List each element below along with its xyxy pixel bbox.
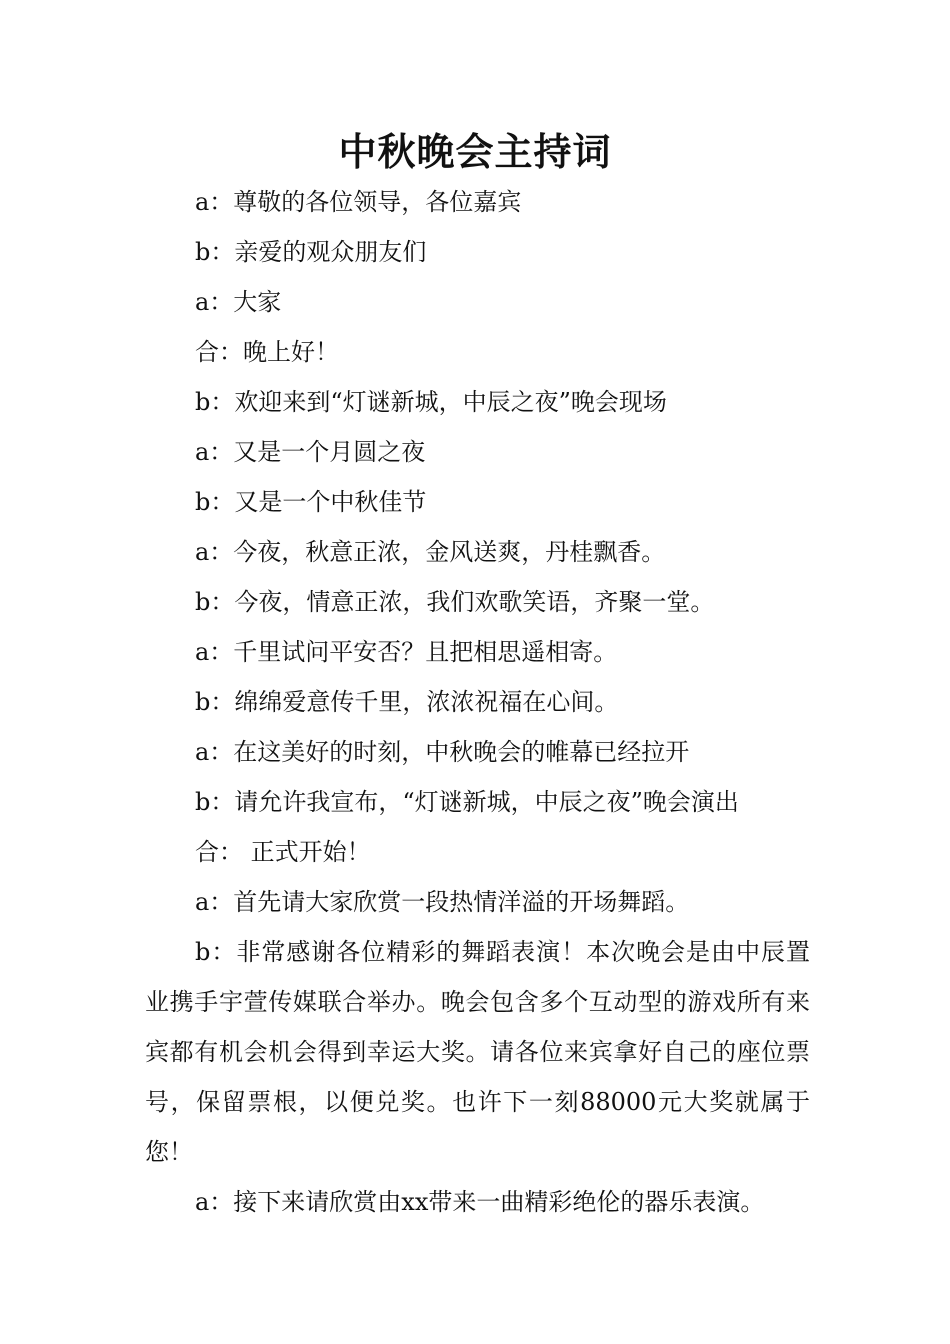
paragraph: a：在这美好的时刻，中秋晚会的帷幕已经拉开 xyxy=(195,738,690,766)
paragraph: b：请允许我宣布，“灯谜新城，中辰之夜”晚会演出 xyxy=(195,788,739,816)
paragraph: a：今夜，秋意正浓，金风送爽，丹桂飘香。 xyxy=(195,538,666,566)
document-body xyxy=(145,177,810,1227)
paragraph: b：绵绵爱意传千里，浓浓祝福在心间。 xyxy=(195,688,619,716)
paragraph: b：欢迎来到“灯谜新城，中辰之夜”晚会现场 xyxy=(195,388,667,416)
paragraph: 合： 正式开始！ xyxy=(195,838,371,866)
paragraph: a：首先请大家欣赏一段热情洋溢的开场舞蹈。 xyxy=(195,888,690,916)
paragraph: b：又是一个中秋佳节 xyxy=(195,488,427,516)
paragraph: a：大家 xyxy=(195,288,282,316)
paragraph: a：接下来请欣赏由xx带来一曲精彩绝伦的器乐表演。 xyxy=(195,1188,765,1216)
document-title: 中秋晚会主持词 xyxy=(338,129,612,174)
paragraph: b：亲爱的观众朋友们 xyxy=(195,238,427,266)
paragraph: a：千里试问平安否？且把相思遥相寄。 xyxy=(195,638,618,666)
paragraph: b：今夜，情意正浓，我们欢歌笑语，齐聚一堂。 xyxy=(195,588,715,616)
paragraph: 合：晚上好！ xyxy=(195,338,339,366)
paragraph: a：又是一个月圆之夜 xyxy=(195,438,426,466)
paragraph: a：尊敬的各位领导，各位嘉宾 xyxy=(195,188,522,216)
paragraph: b：非常感谢各位精彩的舞蹈表演！本次晚会是由中辰置业携手宇萱传媒联合举办。晚会包含多个互动型的游戏所有来宾都有机会机会得到幸运大奖。请各位来宾拿好自己的座位票号，保留票根，以便兑奖。也许下一刻88000元大奖就属于您！ xyxy=(145,938,810,1166)
